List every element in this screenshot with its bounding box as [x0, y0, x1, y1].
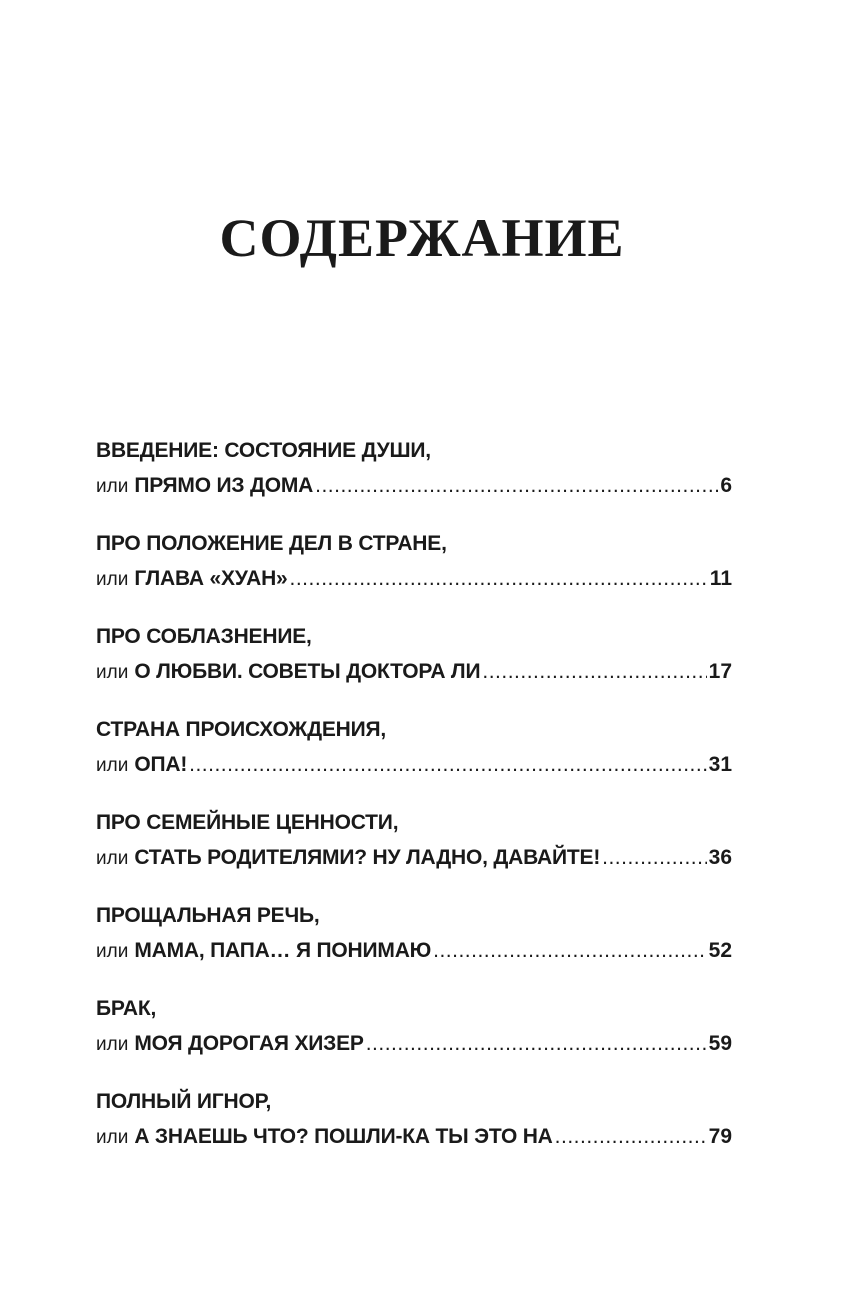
toc-entry [96, 713, 732, 806]
toc-entry-prefix: или [96, 755, 129, 776]
toc-entry-line [96, 561, 732, 597]
toc-entry-prefix: или [96, 848, 129, 869]
dot-leader [189, 747, 707, 783]
toc-entry [96, 899, 732, 992]
toc-entry-subtitle: ОПА! [134, 753, 188, 776]
toc-entry-title: СТРАНА ПРОИСХОЖДЕНИЯ, [96, 718, 387, 741]
dot-leader [366, 1026, 707, 1062]
toc-entry [96, 806, 732, 899]
toc-entry-prefix: или [96, 1034, 129, 1055]
toc-page-number: 52 [708, 939, 732, 962]
dot-leader [602, 840, 707, 876]
table-of-contents [96, 434, 732, 1178]
toc-entry [96, 992, 732, 1085]
dot-leader [555, 1119, 707, 1155]
toc-page-number: 59 [708, 1032, 732, 1055]
toc-entry-prefix: или [96, 476, 129, 497]
toc-page-number: 36 [708, 846, 732, 869]
toc-entry-title: ПРО СЕМЕЙНЫЕ ЦЕННОСТИ, [96, 811, 399, 834]
toc-page-number: 6 [720, 474, 732, 497]
toc-entry-prefix: или [96, 941, 129, 962]
toc-page-number: 17 [708, 660, 732, 683]
toc-entry-line [96, 933, 732, 969]
toc-page-number: 11 [709, 567, 732, 590]
toc-entry-prefix: или [96, 662, 129, 683]
toc-entry-line [96, 468, 732, 504]
dot-leader [290, 561, 708, 597]
toc-entry-subtitle: МОЯ ДОРОГАЯ ХИЗЕР [134, 1032, 364, 1055]
toc-entry-subtitle: ПРЯМО ИЗ ДОМА [134, 474, 314, 497]
toc-entry-title: ПРО ПОЛОЖЕНИЕ ДЕЛ В СТРАНЕ, [96, 532, 447, 555]
toc-entry [96, 527, 732, 620]
toc-entry-title: ПОЛНЫЙ ИГНОР, [96, 1090, 272, 1113]
toc-entry-line [96, 840, 732, 876]
dot-leader [482, 654, 706, 690]
toc-entry-prefix: или [96, 1127, 129, 1148]
toc-page-number: 31 [708, 753, 732, 776]
toc-entry-title: ПРОЩАЛЬНАЯ РЕЧЬ, [96, 904, 320, 927]
toc-entry-title: ВВЕДЕНИЕ: СОСТОЯНИЕ ДУШИ, [96, 439, 431, 462]
dot-leader [433, 933, 707, 969]
toc-entry-subtitle: СТАТЬ РОДИТЕЛЯМИ? НУ ЛАДНО, ДАВАЙТЕ! [134, 846, 601, 869]
toc-entry-subtitle: А ЗНАЕШЬ ЧТО? ПОШЛИ-КА ТЫ ЭТО НА [134, 1125, 553, 1148]
toc-entry-prefix: или [96, 569, 129, 590]
toc-entry-title: БРАК, [96, 997, 157, 1020]
dot-leader [315, 468, 718, 504]
page-title: СОДЕРЖАНИЕ [219, 208, 625, 268]
toc-page-number: 79 [708, 1125, 732, 1148]
toc-entry-title: ПРО СОБЛАЗНЕНИЕ, [96, 625, 312, 648]
toc-entry-line [96, 1119, 732, 1155]
toc-entry-line [96, 1026, 732, 1062]
toc-entry-subtitle: О ЛЮБВИ. СОВЕТЫ ДОКТОРА ЛИ [134, 660, 481, 683]
toc-entry-subtitle: МАМА, ПАПА… Я ПОНИМАЮ [134, 939, 432, 962]
toc-entry-line [96, 654, 732, 690]
toc-entry-line [96, 747, 732, 783]
toc-entry-subtitle: ГЛАВА «ХУАН» [134, 567, 288, 590]
toc-entry [96, 620, 732, 713]
toc-entry [96, 434, 732, 527]
toc-entry [96, 1085, 732, 1178]
